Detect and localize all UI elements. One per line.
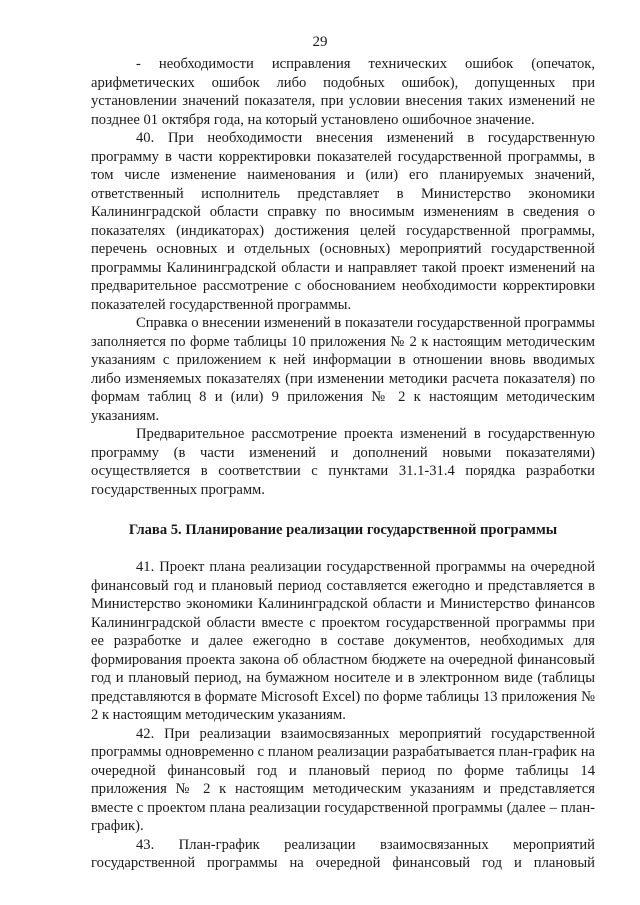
paragraph-correction-condition: - необходимости исправления технических ошибок (опечаток, арифметических ошибок либо подобных ошибок), допущенных при установлении значений показателя, при условии внесения таких изменений не позднее 01 октября года, на который установлено ошибочное значение. [91,56,595,128]
page-number: 29 [312,34,328,50]
document-body [91,55,595,873]
chapter-heading: Глава 5. Планирование реализации государственной программы [128,522,558,538]
paragraph-reference-note: Справка о внесении изменений в показатели государственной программы заполняется по форме таблицы 10 приложения № 2 к настоящим методическим указаниям с приложением к ней информации в отношении вновь вводимых либо изменяемых показателях (при изменении методики расчета показателя) по формам таблиц 8 и (или) 9 приложения № 2 к настоящим методическим указаниям. [91,315,595,424]
paragraph-item-42: 42. При реализации взаимосвязанных мероприятий государственной программы одновременно с планом реализации разрабатывается план-график на очередной финансовый год и плановый период по форме таблицы 14 приложения № 2 к настоящим методическим указаниям и представляется вместе с проектом плана реализации государственной программы (далее – план-график). [91,725,595,834]
paragraph-item-40: 40. При необходимости внесения изменений в государственную программу в части корректировки показателей государственной программы, в том числе изменение наименования и (или) его планируемых значений, ответственный исполнитель представляет в Министерство экономики Калининградской области справку по вносимым изменениям в сведения о показателях (индикаторах) достижения целей государственной программы, перечень основных и отдельных (основных) мероприятий государственной программы Калининградской области и направляет такой проект изменений на предварительное рассмотрение с обоснованием необходимости корректировки показателей государственной программы. [91,130,595,313]
paragraph-preliminary-review: Предварительное рассмотрение проекта изменений в государственную программу (в части изменений и дополнений новыми показателями) осуществляется в соответствии с пунктами 31.1-31.4 порядка разработки государственных программ. [91,426,595,498]
paragraph-item-43: 43. План-график реализации взаимосвязанных мероприятий государственной программы на очередной финансовый год и плановый [91,836,595,871]
paragraph-item-41: 41. Проект плана реализации государственной программы на очередной финансовый год и плановый период составляется ежегодно и представляется в Министерство экономики Калининградской области и Министерство финансов Калининградской области вместе с проектом государственной программы при ее разработке и далее ежегодно в составе документов, необходимых для формирования проекта закона об областном бюджете на очередной финансовый год и плановый период, на бумажном носителе и в электронном виде (таблицы представляются в формате Microsoft Excel) по форме таблицы 13 приложения № 2 к настоящим методическим указаниям. [91,559,595,723]
